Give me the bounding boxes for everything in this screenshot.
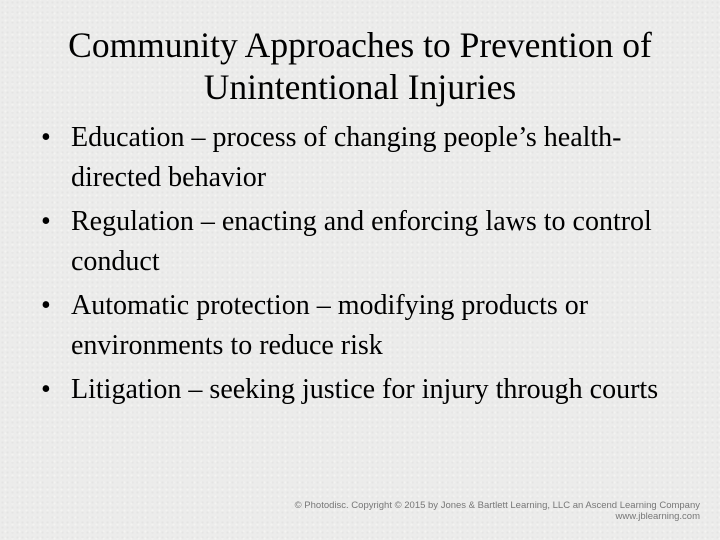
copyright-line: © Photodisc. Copyright © 2015 by Jones & Bartlett Learning, LLC an Ascend Learning Company [294, 500, 700, 511]
bullet-dot-icon: • [41, 122, 51, 153]
bullet-dot-icon: • [41, 290, 51, 321]
bullet-text: Litigation – seeking justice for injury through courts [71, 374, 659, 405]
publisher-url: www.jblearning.com [615, 511, 700, 522]
copyright-credit [295, 500, 700, 522]
slide-title: Community Approaches to Prevention of Unintentional Injuries [68, 25, 652, 107]
bullet-litigation [30, 370, 700, 410]
bullet-text: Regulation – enacting and enforcing laws to control conduct [71, 206, 652, 277]
bullet-regulation [30, 202, 700, 281]
bullet-automatic-protection [30, 286, 700, 365]
bullet-list [30, 118, 700, 415]
bullet-text: Education – process of changing people’s health-directed behavior [71, 122, 622, 193]
bullet-dot-icon: • [41, 206, 51, 237]
bullet-dot-icon: • [41, 374, 51, 405]
bullet-education [30, 118, 700, 197]
bullet-text: Automatic protection – modifying products or environments to reduce risk [71, 290, 589, 361]
